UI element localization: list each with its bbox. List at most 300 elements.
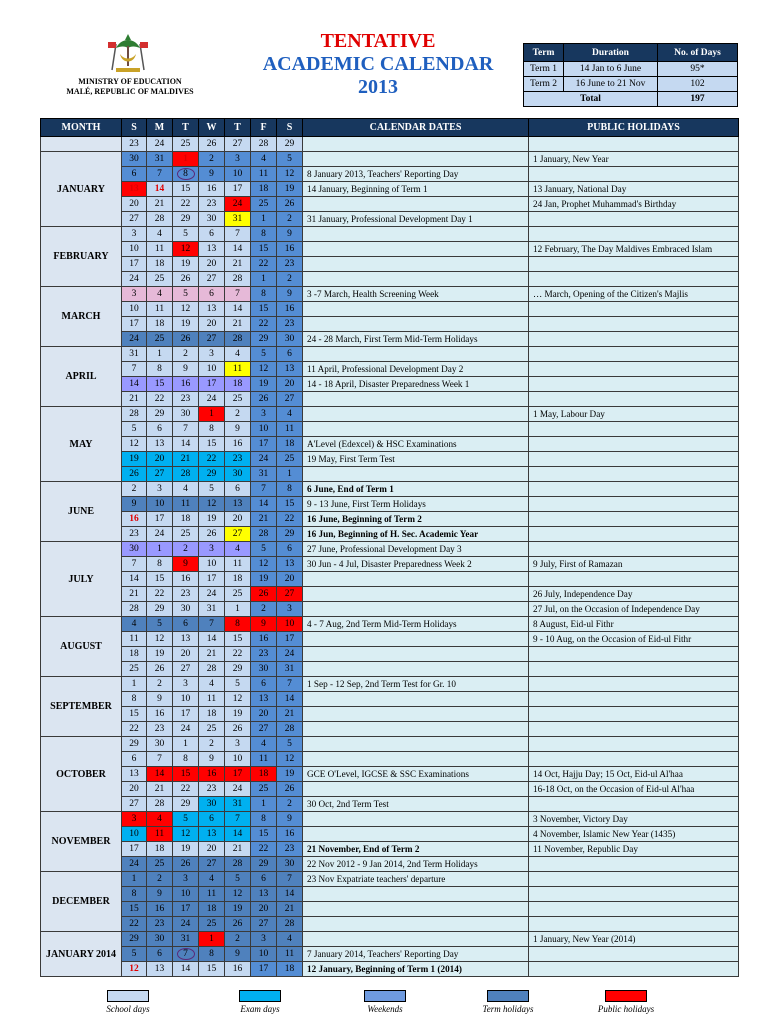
public-holiday-entry xyxy=(529,572,739,587)
day-cell: 7 xyxy=(251,482,277,497)
terms-row xyxy=(524,77,738,92)
public-holiday-entry xyxy=(529,722,739,737)
legend-label: Weekends xyxy=(367,1004,403,1014)
day-cell: 13 xyxy=(147,437,173,452)
day-cell: 25 xyxy=(122,662,147,677)
day-cell: 30 xyxy=(251,662,277,677)
public-holiday-entry xyxy=(529,347,739,362)
day-cell: 5 xyxy=(147,617,173,632)
day-cell: 20 xyxy=(199,317,225,332)
week-row xyxy=(41,527,739,542)
day-cell: 27 xyxy=(199,332,225,347)
day-cell: 25 xyxy=(147,272,173,287)
day-cell: 24 xyxy=(122,857,147,872)
calendar-date-event: 30 Jun - 4 Jul, Disaster Preparedness Week 2 xyxy=(303,557,529,572)
week-row xyxy=(41,287,739,302)
day-cell: 30 xyxy=(173,407,199,422)
day-cell: 7 xyxy=(277,677,303,692)
day-cell: 6 xyxy=(251,677,277,692)
day-cell: 24 xyxy=(199,392,225,407)
terms-total-label: Total xyxy=(524,92,658,107)
day-cell: 16 xyxy=(147,707,173,722)
day-cell: 14 xyxy=(122,377,147,392)
terms-cell: Term 1 xyxy=(524,62,564,77)
day-cell: 4 xyxy=(277,407,303,422)
day-cell: 15 xyxy=(225,632,251,647)
day-cell: 1 xyxy=(122,677,147,692)
week-row xyxy=(41,722,739,737)
day-cell: 1 xyxy=(147,542,173,557)
day-cell: 28 xyxy=(251,137,277,152)
month-label: OCTOBER xyxy=(41,737,122,812)
week-row xyxy=(41,482,739,497)
ministry-line1: MINISTRY OF EDUCATION xyxy=(78,77,182,86)
calendar-date-event xyxy=(303,722,529,737)
day-cell: 30 xyxy=(277,332,303,347)
day-cell: 28 xyxy=(147,212,173,227)
month-label: APRIL xyxy=(41,347,122,407)
day-cell xyxy=(173,947,199,962)
calendar-date-event: 24 - 28 March, First Term Mid-Term Holidays xyxy=(303,332,529,347)
day-cell: 21 xyxy=(225,317,251,332)
day-cell: 5 xyxy=(251,542,277,557)
calendar-date-event xyxy=(303,632,529,647)
day-cell: 13 xyxy=(199,827,225,842)
day-cell: 30 xyxy=(199,212,225,227)
day-cell: 19 xyxy=(251,377,277,392)
month-label xyxy=(41,137,122,152)
month-label: JANUARY xyxy=(41,152,122,227)
day-cell: 26 xyxy=(122,467,147,482)
month-label: MARCH xyxy=(41,287,122,347)
legend-label: Public holidays xyxy=(597,1004,655,1014)
week-row xyxy=(41,887,739,902)
month-label: FEBRUARY xyxy=(41,227,122,287)
public-holiday-entry xyxy=(529,797,739,812)
day-cell: 14 xyxy=(277,887,303,902)
day-cell: 1 xyxy=(251,212,277,227)
legend-label: Term holidays xyxy=(482,1004,534,1014)
terms-cell: Term 2 xyxy=(524,77,564,92)
day-cell: 22 xyxy=(122,917,147,932)
day-cell: 6 xyxy=(199,812,225,827)
public-holiday-entry: 8 August, Eid-ul Fithr xyxy=(529,617,739,632)
legend-swatch xyxy=(239,990,281,1002)
day-cell: 11 xyxy=(199,887,225,902)
day-cell: 3 xyxy=(173,677,199,692)
calendar-date-event: 4 - 7 Aug, 2nd Term Mid-Term Holidays xyxy=(303,617,529,632)
day-cell: 8 xyxy=(147,557,173,572)
day-cell: 4 xyxy=(225,347,251,362)
calendar-date-event xyxy=(303,692,529,707)
calendar-date-event xyxy=(303,272,529,287)
day-cell: 15 xyxy=(147,572,173,587)
day-cell: 15 xyxy=(173,182,199,197)
week-row xyxy=(41,662,739,677)
day-cell: 5 xyxy=(225,872,251,887)
day-cell: 4 xyxy=(147,287,173,302)
day-cell: 14 xyxy=(199,632,225,647)
day-cell: 25 xyxy=(225,392,251,407)
day-cell: 27 xyxy=(277,587,303,602)
day-cell: 29 xyxy=(173,797,199,812)
day-cell: 21 xyxy=(147,197,173,212)
day-cell: 9 xyxy=(122,497,147,512)
day-cell: 21 xyxy=(122,392,147,407)
day-cell: 13 xyxy=(122,767,147,782)
day-cell: 16 xyxy=(277,302,303,317)
day-cell: 23 xyxy=(199,197,225,212)
week-row xyxy=(41,827,739,842)
day-cell: 18 xyxy=(277,962,303,977)
terms-cell: 16 June to 21 Nov xyxy=(564,77,658,92)
calendar-date-event xyxy=(303,302,529,317)
day-cell: 27 xyxy=(199,272,225,287)
calendar-date-event: 16 June, Beginning of Term 2 xyxy=(303,512,529,527)
public-holiday-entry: 3 November, Victory Day xyxy=(529,812,739,827)
day-cell: 12 xyxy=(225,887,251,902)
day-cell: 8 xyxy=(122,887,147,902)
terms-cell: 95* xyxy=(658,62,738,77)
day-cell: 13 xyxy=(173,632,199,647)
public-holiday-entry xyxy=(529,167,739,182)
day-cell: 16 xyxy=(173,377,199,392)
day-cell: 12 xyxy=(199,497,225,512)
calendar-date-event: 8 January 2013, Teachers' Reporting Day xyxy=(303,167,529,182)
day-cell: 15 xyxy=(251,827,277,842)
calendar-table xyxy=(40,118,739,977)
week-row xyxy=(41,272,739,287)
day-cell: 25 xyxy=(147,332,173,347)
public-holiday-entry xyxy=(529,137,739,152)
day-cell: 21 xyxy=(277,902,303,917)
day-cell: 25 xyxy=(199,917,225,932)
day-cell: 26 xyxy=(147,662,173,677)
month-label: JANUARY 2014 xyxy=(41,932,122,977)
day-cell: 10 xyxy=(173,692,199,707)
terms-col-term: Term xyxy=(524,44,564,62)
calendar-date-event: 19 May, First Term Test xyxy=(303,452,529,467)
week-row xyxy=(41,347,739,362)
calendar-date-event xyxy=(303,902,529,917)
day-cell: 24 xyxy=(147,137,173,152)
month-label: JULY xyxy=(41,542,122,617)
calendar-date-event xyxy=(303,422,529,437)
terms-header-row xyxy=(524,44,738,62)
day-cell: 20 xyxy=(173,647,199,662)
day-cell: 8 xyxy=(251,287,277,302)
title-academic-calendar: ACADEMIC CALENDAR xyxy=(262,53,494,75)
day-cell: 19 xyxy=(277,182,303,197)
day-cell: 18 xyxy=(173,512,199,527)
day-cell: 9 xyxy=(225,422,251,437)
day-cell: 20 xyxy=(251,707,277,722)
calendar-body xyxy=(41,137,739,977)
terms-row xyxy=(524,62,738,77)
terms-total-value: 197 xyxy=(658,92,738,107)
day-cell: 12 xyxy=(225,692,251,707)
public-holiday-entry: 9 - 10 Aug, on the Occasion of Eid-ul Fithr xyxy=(529,632,739,647)
day-cell: 13 xyxy=(251,692,277,707)
week-row xyxy=(41,302,739,317)
day-cell: 17 xyxy=(173,707,199,722)
public-holiday-entry: 14 Oct, Hajju Day; 15 Oct, Eid-ul Al'haa xyxy=(529,767,739,782)
col-fri: F xyxy=(251,119,277,137)
week-row xyxy=(41,647,739,662)
day-cell: 12 xyxy=(122,437,147,452)
day-cell: 23 xyxy=(251,647,277,662)
day-cell: 8 xyxy=(147,362,173,377)
day-cell: 21 xyxy=(225,842,251,857)
calendar-date-event xyxy=(303,932,529,947)
terms-cell: 102 xyxy=(658,77,738,92)
day-cell: 22 xyxy=(251,842,277,857)
public-holiday-entry: 9 July, First of Ramazan xyxy=(529,557,739,572)
calendar-date-event: 3 -7 March, Health Screening Week xyxy=(303,287,529,302)
legend-swatch xyxy=(487,990,529,1002)
day-cell: 26 xyxy=(173,857,199,872)
day-cell: 6 xyxy=(277,542,303,557)
day-cell: 4 xyxy=(225,542,251,557)
public-holiday-entry xyxy=(529,662,739,677)
legend xyxy=(0,988,768,1024)
day-cell: 10 xyxy=(147,497,173,512)
day-cell: 2 xyxy=(225,932,251,947)
day-cell: 12 xyxy=(251,362,277,377)
day-cell: 4 xyxy=(147,812,173,827)
day-cell: 29 xyxy=(122,932,147,947)
week-row xyxy=(41,512,739,527)
col-month: MONTH xyxy=(41,119,122,137)
day-cell: 30 xyxy=(122,152,147,167)
day-cell: 2 xyxy=(199,737,225,752)
day-cell: 5 xyxy=(173,812,199,827)
day-cell: 17 xyxy=(225,767,251,782)
day-cell: 23 xyxy=(147,917,173,932)
day-cell: 25 xyxy=(199,722,225,737)
day-cell: 30 xyxy=(147,932,173,947)
day-cell: 2 xyxy=(277,797,303,812)
day-cell: 26 xyxy=(225,917,251,932)
public-holiday-entry: 11 November, Republic Day xyxy=(529,842,739,857)
public-holiday-entry: 1 January, New Year xyxy=(529,152,739,167)
day-cell: 7 xyxy=(122,557,147,572)
day-cell: 5 xyxy=(122,947,147,962)
calendar-date-event xyxy=(303,887,529,902)
day-cell: 12 xyxy=(173,242,199,257)
public-holiday-entry: 12 February, The Day Maldives Embraced Islam xyxy=(529,242,739,257)
day-cell: 2 xyxy=(147,677,173,692)
terms-total-row xyxy=(524,92,738,107)
calendar-date-event: A'Level (Edexcel) & HSC Examinations xyxy=(303,437,529,452)
day-cell: 27 xyxy=(122,797,147,812)
day-cell: 23 xyxy=(277,317,303,332)
day-cell: 27 xyxy=(251,917,277,932)
day-cell: 29 xyxy=(225,662,251,677)
day-cell: 16 xyxy=(147,902,173,917)
day-cell: 27 xyxy=(147,467,173,482)
day-cell: 26 xyxy=(277,782,303,797)
day-cell: 10 xyxy=(122,827,147,842)
day-cell: 27 xyxy=(225,137,251,152)
day-cell: 25 xyxy=(225,587,251,602)
day-cell: 22 xyxy=(251,257,277,272)
day-cell: 2 xyxy=(173,542,199,557)
day-cell: 18 xyxy=(147,842,173,857)
day-cell: 23 xyxy=(122,137,147,152)
public-holiday-entry xyxy=(529,257,739,272)
day-cell: 9 xyxy=(277,227,303,242)
day-cell: 6 xyxy=(277,347,303,362)
week-row xyxy=(41,212,739,227)
day-cell: 7 xyxy=(225,287,251,302)
col-sun: S xyxy=(122,119,147,137)
month-label: JUNE xyxy=(41,482,122,542)
day-cell: 14 xyxy=(173,962,199,977)
day-cell: 22 xyxy=(277,512,303,527)
day-cell: 22 xyxy=(122,722,147,737)
day-cell: 11 xyxy=(199,692,225,707)
week-row xyxy=(41,962,739,977)
day-cell: 22 xyxy=(147,392,173,407)
day-cell: 7 xyxy=(147,752,173,767)
page-title xyxy=(248,30,508,99)
day-cell: 15 xyxy=(277,497,303,512)
day-cell: 17 xyxy=(147,512,173,527)
day-cell: 28 xyxy=(225,332,251,347)
calendar-date-event: 12 January, Beginning of Term 1 (2014) xyxy=(303,962,529,977)
day-cell: 18 xyxy=(225,572,251,587)
day-cell: 29 xyxy=(199,467,225,482)
day-cell xyxy=(173,167,199,182)
col-thu: T xyxy=(225,119,251,137)
calendar-date-event xyxy=(303,317,529,332)
day-cell: 8 xyxy=(199,947,225,962)
day-cell: 5 xyxy=(199,482,225,497)
day-cell: 21 xyxy=(251,512,277,527)
day-cell: 18 xyxy=(122,647,147,662)
col-tue: T xyxy=(173,119,199,137)
day-cell: 19 xyxy=(173,842,199,857)
day-cell: 6 xyxy=(122,167,147,182)
day-cell: 23 xyxy=(225,452,251,467)
day-cell: 20 xyxy=(199,257,225,272)
public-holiday-entry xyxy=(529,692,739,707)
day-cell: 31 xyxy=(277,662,303,677)
day-cell: 17 xyxy=(225,182,251,197)
day-cell: 6 xyxy=(122,752,147,767)
day-cell: 11 xyxy=(225,362,251,377)
day-cell: 5 xyxy=(225,677,251,692)
calendar-date-event xyxy=(303,917,529,932)
calendar-date-event: 11 April, Professional Development Day 2 xyxy=(303,362,529,377)
day-cell: 4 xyxy=(147,227,173,242)
day-cell: 10 xyxy=(225,167,251,182)
week-row xyxy=(41,242,739,257)
public-holiday-entry: 27 Jul, on the Occasion of Independence Day xyxy=(529,602,739,617)
day-cell: 28 xyxy=(277,722,303,737)
public-holiday-entry: 1 May, Labour Day xyxy=(529,407,739,422)
day-cell: 2 xyxy=(199,152,225,167)
day-cell: 11 xyxy=(173,497,199,512)
calendar-date-event xyxy=(303,812,529,827)
calendar-date-event xyxy=(303,467,529,482)
day-cell: 13 xyxy=(251,887,277,902)
day-cell: 23 xyxy=(277,257,303,272)
day-cell: 19 xyxy=(225,707,251,722)
week-row xyxy=(41,542,739,557)
day-cell: 6 xyxy=(173,617,199,632)
public-holiday-entry xyxy=(529,452,739,467)
day-cell: 16 xyxy=(277,242,303,257)
week-row xyxy=(41,467,739,482)
day-cell: 24 xyxy=(199,587,225,602)
day-cell: 24 xyxy=(225,782,251,797)
day-cell: 11 xyxy=(251,167,277,182)
week-row xyxy=(41,917,739,932)
day-cell: 25 xyxy=(147,857,173,872)
calendar-date-event xyxy=(303,782,529,797)
day-cell: 23 xyxy=(122,527,147,542)
calendar-date-event: 16 Jun, Beginning of H. Sec. Academic Year xyxy=(303,527,529,542)
day-cell: 16 xyxy=(251,632,277,647)
public-holiday-entry xyxy=(529,902,739,917)
title-tentative: TENTATIVE xyxy=(320,30,436,52)
week-row xyxy=(41,902,739,917)
day-cell: 31 xyxy=(173,932,199,947)
day-cell: 22 xyxy=(251,317,277,332)
day-cell: 29 xyxy=(251,332,277,347)
day-cell: 12 xyxy=(173,302,199,317)
week-row xyxy=(41,632,739,647)
day-cell: 26 xyxy=(251,392,277,407)
day-cell: 6 xyxy=(225,482,251,497)
ministry-line2: MALÉ, REPUBLIC OF MALDIVES xyxy=(66,87,194,96)
emblem-icon xyxy=(104,30,152,76)
ministry-name xyxy=(40,77,220,97)
day-cell: 20 xyxy=(122,782,147,797)
day-cell: 3 xyxy=(251,932,277,947)
day-cell: 13 xyxy=(147,962,173,977)
day-cell: 18 xyxy=(199,707,225,722)
day-cell: 31 xyxy=(225,797,251,812)
day-cell: 21 xyxy=(122,587,147,602)
day-cell: 13 xyxy=(277,362,303,377)
day-cell: 1 xyxy=(199,407,225,422)
day-cell: 3 xyxy=(122,227,147,242)
day-cell: 3 xyxy=(122,812,147,827)
public-holiday-entry: … March, Opening of the Citizen's Majlis xyxy=(529,287,739,302)
day-cell: 24 xyxy=(225,197,251,212)
day-cell: 5 xyxy=(277,152,303,167)
day-cell: 29 xyxy=(277,137,303,152)
day-cell: 3 xyxy=(225,737,251,752)
day-cell: 14 xyxy=(225,242,251,257)
day-cell: 29 xyxy=(147,602,173,617)
day-cell: 30 xyxy=(122,542,147,557)
day-cell: 10 xyxy=(199,362,225,377)
month-label: MAY xyxy=(41,407,122,482)
day-cell: 26 xyxy=(173,332,199,347)
week-row xyxy=(41,797,739,812)
day-cell: 16 xyxy=(225,437,251,452)
day-cell: 20 xyxy=(122,197,147,212)
day-cell: 8 xyxy=(199,422,225,437)
day-cell: 11 xyxy=(277,947,303,962)
day-cell: 18 xyxy=(147,317,173,332)
week-row xyxy=(41,392,739,407)
day-cell: 8 xyxy=(277,482,303,497)
